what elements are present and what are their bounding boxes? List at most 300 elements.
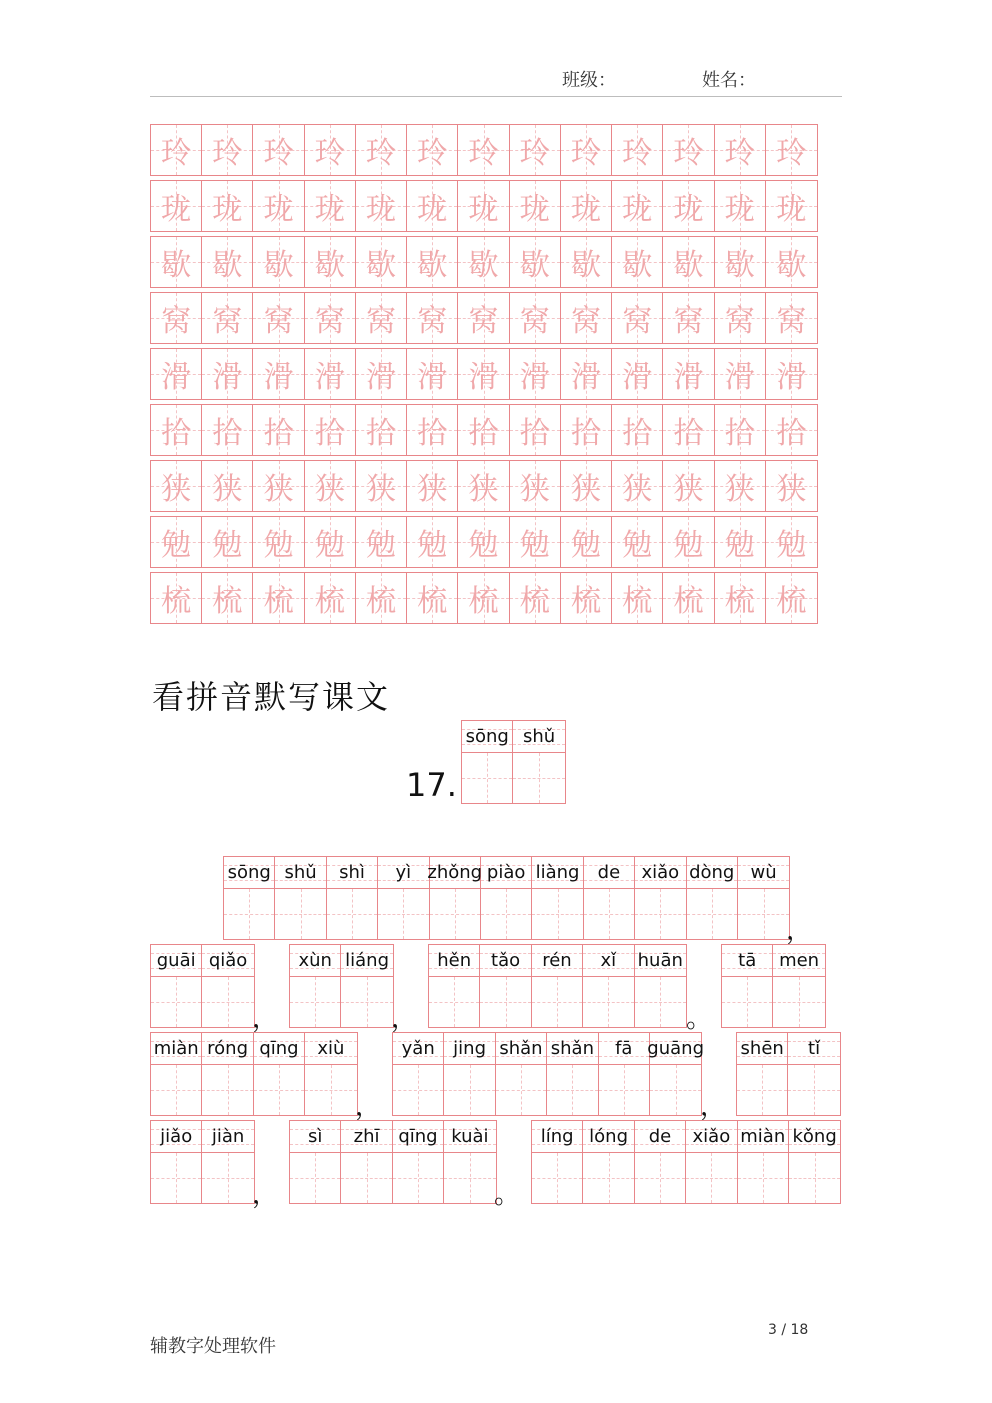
trace-character: 玲 bbox=[519, 136, 550, 171]
practice-cell[interactable] bbox=[305, 125, 356, 175]
writing-box[interactable] bbox=[151, 1153, 201, 1203]
practice-cell[interactable] bbox=[202, 405, 253, 455]
practice-cell[interactable] bbox=[202, 573, 253, 623]
practice-cell[interactable] bbox=[766, 461, 817, 511]
pinyin-text: tā bbox=[738, 950, 757, 971]
practice-cell[interactable] bbox=[510, 237, 561, 287]
practice-cell[interactable] bbox=[356, 181, 407, 231]
practice-cell[interactable] bbox=[766, 293, 817, 343]
practice-cell[interactable] bbox=[253, 237, 304, 287]
writing-box[interactable] bbox=[773, 977, 824, 1027]
practice-cell[interactable] bbox=[561, 461, 612, 511]
practice-cell[interactable] bbox=[663, 517, 714, 567]
pinyin-text: jing bbox=[453, 1038, 486, 1059]
practice-cell[interactable] bbox=[510, 573, 561, 623]
pinyin-cell bbox=[327, 857, 378, 939]
pinyin-guide bbox=[290, 945, 340, 977]
practice-cell[interactable] bbox=[253, 181, 304, 231]
practice-cell[interactable] bbox=[766, 405, 817, 455]
trace-character: 歇 bbox=[570, 248, 601, 283]
header-divider bbox=[150, 96, 842, 97]
practice-cell[interactable] bbox=[510, 517, 561, 567]
trace-character: 狭 bbox=[314, 472, 345, 507]
writing-box[interactable] bbox=[788, 1065, 839, 1115]
practice-cell[interactable] bbox=[253, 293, 304, 343]
practice-cell[interactable] bbox=[253, 461, 304, 511]
trace-character: 梳 bbox=[417, 584, 448, 619]
practice-cell[interactable] bbox=[663, 461, 714, 511]
practice-cell[interactable] bbox=[151, 517, 202, 567]
pinyin-cell bbox=[224, 857, 275, 939]
pinyin-guide bbox=[202, 1033, 252, 1065]
practice-cell[interactable] bbox=[305, 573, 356, 623]
trace-character: 窝 bbox=[417, 304, 448, 339]
writing-box[interactable] bbox=[305, 1065, 356, 1115]
writing-box[interactable] bbox=[202, 977, 253, 1027]
practice-cell[interactable] bbox=[561, 517, 612, 567]
trace-character: 玲 bbox=[212, 136, 243, 171]
practice-cell[interactable] bbox=[663, 573, 714, 623]
practice-row bbox=[150, 348, 818, 400]
practice-cell[interactable] bbox=[151, 573, 202, 623]
lesson-title-pinyin-box bbox=[461, 720, 566, 804]
writing-box[interactable] bbox=[737, 1065, 787, 1115]
pinyin-guide bbox=[547, 1033, 597, 1065]
trace-character: 狭 bbox=[622, 472, 653, 507]
pinyin-text: yì bbox=[395, 862, 412, 883]
practice-row bbox=[150, 236, 818, 288]
practice-cell[interactable] bbox=[202, 181, 253, 231]
practice-cell[interactable] bbox=[458, 349, 509, 399]
pinyin-text: lóng bbox=[589, 1126, 629, 1147]
pinyin-text: zhǒng bbox=[427, 862, 483, 883]
trace-character: 歇 bbox=[622, 248, 653, 283]
practice-cell[interactable] bbox=[356, 349, 407, 399]
practice-cell[interactable] bbox=[715, 349, 766, 399]
trace-character: 勉 bbox=[468, 528, 499, 563]
pinyin-guide bbox=[686, 1121, 736, 1153]
practice-cell[interactable] bbox=[510, 293, 561, 343]
practice-cell[interactable] bbox=[510, 405, 561, 455]
pinyin-cell bbox=[599, 1033, 650, 1115]
practice-cell[interactable] bbox=[663, 181, 714, 231]
trace-character: 滑 bbox=[263, 360, 294, 395]
pinyin-text: shēn bbox=[740, 1038, 784, 1059]
trace-character: 勉 bbox=[314, 528, 345, 563]
pinyin-guide bbox=[789, 1121, 840, 1153]
trace-character: 歇 bbox=[468, 248, 499, 283]
pinyin-cell bbox=[341, 1121, 392, 1203]
practice-cell[interactable] bbox=[612, 517, 663, 567]
practice-cell[interactable] bbox=[305, 405, 356, 455]
trace-character: 拾 bbox=[366, 416, 397, 451]
practice-cell[interactable] bbox=[458, 293, 509, 343]
pinyin-guide bbox=[202, 1121, 253, 1153]
practice-cell[interactable] bbox=[715, 461, 766, 511]
writing-box[interactable] bbox=[202, 1153, 253, 1203]
pinyin-guide bbox=[773, 945, 824, 977]
pinyin-text: kuài bbox=[451, 1126, 489, 1147]
trace-character: 珑 bbox=[417, 192, 448, 227]
trace-character: 窝 bbox=[263, 304, 294, 339]
punctuation-mark: 。 bbox=[686, 1004, 713, 1034]
pinyin-guide bbox=[788, 1033, 839, 1065]
practice-cell[interactable] bbox=[458, 573, 509, 623]
writing-box[interactable] bbox=[635, 889, 685, 939]
writing-box[interactable] bbox=[275, 889, 325, 939]
writing-box[interactable] bbox=[635, 1153, 685, 1203]
pinyin-cell bbox=[202, 1033, 253, 1115]
trace-character: 窝 bbox=[212, 304, 243, 339]
pinyin-text: yǎn bbox=[401, 1038, 435, 1059]
trace-character: 窝 bbox=[724, 304, 755, 339]
writing-box[interactable] bbox=[430, 889, 480, 939]
practice-cell[interactable] bbox=[663, 405, 714, 455]
practice-cell[interactable] bbox=[715, 181, 766, 231]
practice-cell[interactable] bbox=[356, 517, 407, 567]
practice-cell[interactable] bbox=[356, 461, 407, 511]
practice-cell[interactable] bbox=[510, 461, 561, 511]
trace-character: 狭 bbox=[468, 472, 499, 507]
practice-cell[interactable] bbox=[253, 405, 304, 455]
practice-cell[interactable] bbox=[561, 405, 612, 455]
practice-cell[interactable] bbox=[715, 573, 766, 623]
writing-box[interactable] bbox=[496, 1065, 546, 1115]
practice-cell[interactable] bbox=[356, 293, 407, 343]
pinyin-cell bbox=[275, 857, 326, 939]
writing-box[interactable] bbox=[290, 1153, 340, 1203]
trace-character: 珑 bbox=[468, 192, 499, 227]
writing-box[interactable] bbox=[444, 1153, 495, 1203]
writing-box[interactable] bbox=[547, 1065, 597, 1115]
practice-cell[interactable] bbox=[202, 349, 253, 399]
pinyin-text: sōng bbox=[227, 862, 271, 883]
writing-box[interactable] bbox=[393, 1065, 443, 1115]
writing-box[interactable] bbox=[151, 1065, 201, 1115]
practice-cell[interactable] bbox=[766, 237, 817, 287]
pinyin-cell bbox=[254, 1033, 305, 1115]
practice-cell[interactable] bbox=[151, 237, 202, 287]
writing-box[interactable] bbox=[738, 889, 789, 939]
practice-cell[interactable] bbox=[766, 573, 817, 623]
pinyin-guide bbox=[444, 1121, 495, 1153]
trace-character: 玲 bbox=[673, 136, 704, 171]
practice-cell[interactable] bbox=[202, 125, 253, 175]
writing-box[interactable] bbox=[393, 1153, 443, 1203]
practice-cell[interactable] bbox=[151, 293, 202, 343]
practice-cell[interactable] bbox=[407, 461, 458, 511]
practice-cell[interactable] bbox=[715, 517, 766, 567]
writing-box[interactable] bbox=[687, 889, 737, 939]
practice-cell[interactable] bbox=[356, 405, 407, 455]
practice-cell[interactable] bbox=[561, 125, 612, 175]
practice-cell[interactable] bbox=[407, 293, 458, 343]
trace-character: 勉 bbox=[724, 528, 755, 563]
writing-box[interactable] bbox=[480, 977, 530, 1027]
copy-practice-grid bbox=[150, 124, 818, 628]
practice-cell[interactable] bbox=[458, 517, 509, 567]
writing-box[interactable] bbox=[722, 977, 772, 1027]
writing-box[interactable] bbox=[584, 889, 634, 939]
writing-box[interactable] bbox=[481, 889, 531, 939]
practice-cell[interactable] bbox=[510, 349, 561, 399]
pinyin-word-group bbox=[721, 944, 826, 1028]
practice-cell[interactable] bbox=[510, 181, 561, 231]
practice-cell[interactable] bbox=[356, 573, 407, 623]
writing-box[interactable] bbox=[224, 889, 274, 939]
pinyin-cell bbox=[480, 945, 531, 1027]
practice-cell[interactable] bbox=[305, 293, 356, 343]
practice-cell[interactable] bbox=[458, 405, 509, 455]
trace-character: 勉 bbox=[417, 528, 448, 563]
pinyin-cell bbox=[737, 1033, 788, 1115]
trace-character: 歇 bbox=[212, 248, 243, 283]
practice-cell[interactable] bbox=[305, 181, 356, 231]
trace-character: 滑 bbox=[417, 360, 448, 395]
trace-character: 狭 bbox=[161, 472, 192, 507]
pinyin-word-group bbox=[223, 856, 790, 940]
trace-character: 拾 bbox=[263, 416, 294, 451]
trace-character: 窝 bbox=[776, 304, 807, 339]
writing-box[interactable] bbox=[378, 889, 428, 939]
practice-cell[interactable] bbox=[715, 405, 766, 455]
pinyin-guide bbox=[305, 1033, 356, 1065]
practice-cell[interactable] bbox=[612, 405, 663, 455]
writing-box[interactable] bbox=[327, 889, 377, 939]
practice-cell[interactable] bbox=[715, 293, 766, 343]
practice-cell[interactable] bbox=[612, 237, 663, 287]
trace-character: 珑 bbox=[519, 192, 550, 227]
practice-cell[interactable] bbox=[663, 349, 714, 399]
practice-cell[interactable] bbox=[253, 349, 304, 399]
practice-cell[interactable] bbox=[458, 461, 509, 511]
writing-box[interactable] bbox=[532, 889, 582, 939]
writing-box[interactable] bbox=[635, 977, 686, 1027]
trace-character: 珑 bbox=[673, 192, 704, 227]
pinyin-text: xùn bbox=[298, 950, 332, 971]
trace-character: 歇 bbox=[673, 248, 704, 283]
pinyin-word-group bbox=[392, 1032, 702, 1116]
writing-box[interactable] bbox=[532, 1153, 582, 1203]
practice-cell[interactable] bbox=[407, 237, 458, 287]
trace-character: 勉 bbox=[212, 528, 243, 563]
practice-cell[interactable] bbox=[766, 181, 817, 231]
punctuation-mark: ， bbox=[700, 1092, 727, 1122]
practice-cell[interactable] bbox=[766, 125, 817, 175]
practice-cell[interactable] bbox=[561, 349, 612, 399]
pinyin-cell bbox=[583, 1121, 634, 1203]
pinyin-cell bbox=[722, 945, 773, 1027]
pinyin-cell bbox=[378, 857, 429, 939]
pinyin-text: xiǎo bbox=[692, 1126, 731, 1147]
practice-cell[interactable] bbox=[151, 405, 202, 455]
practice-cell[interactable] bbox=[356, 125, 407, 175]
pinyin-text: guāi bbox=[156, 950, 196, 971]
pinyin-guide bbox=[224, 857, 274, 889]
writing-box[interactable] bbox=[650, 1065, 701, 1115]
pinyin-guide bbox=[737, 1033, 787, 1065]
pinyin-guide bbox=[393, 1033, 443, 1065]
pinyin-cell bbox=[481, 857, 532, 939]
writing-box[interactable] bbox=[151, 977, 201, 1027]
trace-character: 珑 bbox=[161, 192, 192, 227]
trace-character: 勉 bbox=[519, 528, 550, 563]
writing-box[interactable] bbox=[738, 1153, 788, 1203]
practice-cell[interactable] bbox=[715, 125, 766, 175]
practice-cell[interactable] bbox=[407, 517, 458, 567]
practice-cell[interactable] bbox=[407, 349, 458, 399]
pinyin-cell bbox=[462, 721, 513, 803]
writing-box[interactable] bbox=[583, 977, 633, 1027]
practice-cell[interactable] bbox=[561, 237, 612, 287]
practice-cell[interactable] bbox=[151, 461, 202, 511]
pinyin-text: dòng bbox=[689, 862, 735, 883]
pinyin-text: xiù bbox=[317, 1038, 345, 1059]
practice-cell[interactable] bbox=[612, 293, 663, 343]
practice-cell[interactable] bbox=[407, 181, 458, 231]
pinyin-guide bbox=[532, 857, 582, 889]
writing-box[interactable] bbox=[599, 1065, 649, 1115]
practice-cell[interactable] bbox=[305, 461, 356, 511]
pinyin-cell bbox=[584, 857, 635, 939]
trace-character: 梳 bbox=[212, 584, 243, 619]
practice-cell[interactable] bbox=[202, 237, 253, 287]
writing-box[interactable] bbox=[341, 977, 392, 1027]
practice-cell[interactable] bbox=[766, 349, 817, 399]
practice-cell[interactable] bbox=[202, 517, 253, 567]
trace-character: 滑 bbox=[314, 360, 345, 395]
writing-box[interactable] bbox=[444, 1065, 494, 1115]
practice-cell[interactable] bbox=[458, 237, 509, 287]
practice-row bbox=[150, 404, 818, 456]
trace-character: 窝 bbox=[570, 304, 601, 339]
pinyin-cell bbox=[305, 1033, 356, 1115]
trace-character: 拾 bbox=[468, 416, 499, 451]
practice-row bbox=[150, 292, 818, 344]
pinyin-text: de bbox=[648, 1126, 672, 1147]
practice-cell[interactable] bbox=[561, 293, 612, 343]
practice-cell[interactable] bbox=[458, 181, 509, 231]
writing-box[interactable] bbox=[202, 1065, 252, 1115]
trace-character: 歇 bbox=[519, 248, 550, 283]
pinyin-cell bbox=[429, 945, 480, 1027]
trace-character: 窝 bbox=[314, 304, 345, 339]
practice-cell[interactable] bbox=[253, 517, 304, 567]
writing-box[interactable] bbox=[686, 1153, 736, 1203]
pinyin-guide bbox=[462, 721, 512, 753]
trace-character: 玲 bbox=[724, 136, 755, 171]
practice-cell[interactable] bbox=[561, 181, 612, 231]
pinyin-text: xǐ bbox=[600, 950, 617, 971]
pinyin-text: líng bbox=[540, 1126, 574, 1147]
practice-cell[interactable] bbox=[663, 125, 714, 175]
writing-box[interactable] bbox=[429, 977, 479, 1027]
trace-character: 梳 bbox=[519, 584, 550, 619]
practice-cell[interactable] bbox=[305, 237, 356, 287]
trace-character: 珑 bbox=[212, 192, 243, 227]
trace-character: 狭 bbox=[263, 472, 294, 507]
pinyin-guide bbox=[722, 945, 772, 977]
practice-cell[interactable] bbox=[663, 293, 714, 343]
punctuation-mark: ， bbox=[252, 1004, 279, 1034]
trace-character: 玲 bbox=[417, 136, 448, 171]
practice-cell[interactable] bbox=[253, 125, 304, 175]
practice-cell[interactable] bbox=[715, 237, 766, 287]
practice-cell[interactable] bbox=[407, 573, 458, 623]
punctuation-mark: ， bbox=[391, 1004, 418, 1034]
trace-character: 梳 bbox=[570, 584, 601, 619]
practice-cell[interactable] bbox=[458, 125, 509, 175]
practice-cell[interactable] bbox=[612, 125, 663, 175]
trace-character: 狭 bbox=[570, 472, 601, 507]
pinyin-cell bbox=[532, 857, 583, 939]
practice-cell[interactable] bbox=[510, 125, 561, 175]
trace-character: 拾 bbox=[314, 416, 345, 451]
pinyin-text: shǎn bbox=[499, 1038, 543, 1059]
writing-box[interactable] bbox=[583, 1153, 633, 1203]
practice-cell[interactable] bbox=[663, 237, 714, 287]
practice-cell[interactable] bbox=[407, 125, 458, 175]
practice-cell[interactable] bbox=[407, 405, 458, 455]
writing-box[interactable] bbox=[462, 753, 512, 803]
practice-cell[interactable] bbox=[612, 461, 663, 511]
trace-character: 勉 bbox=[366, 528, 397, 563]
practice-cell[interactable] bbox=[151, 349, 202, 399]
trace-character: 玲 bbox=[622, 136, 653, 171]
trace-character: 玲 bbox=[468, 136, 499, 171]
practice-cell[interactable] bbox=[253, 573, 304, 623]
trace-character: 狭 bbox=[673, 472, 704, 507]
writing-box[interactable] bbox=[789, 1153, 840, 1203]
practice-cell[interactable] bbox=[151, 125, 202, 175]
pinyin-word-group bbox=[736, 1032, 841, 1116]
writing-box[interactable] bbox=[532, 977, 582, 1027]
trace-character: 狭 bbox=[519, 472, 550, 507]
pinyin-text: piào bbox=[486, 862, 526, 883]
practice-cell[interactable] bbox=[202, 293, 253, 343]
practice-cell[interactable] bbox=[612, 349, 663, 399]
writing-box[interactable] bbox=[341, 1153, 391, 1203]
practice-cell[interactable] bbox=[612, 573, 663, 623]
practice-cell[interactable] bbox=[202, 461, 253, 511]
page-number: 3 / 18 bbox=[768, 1322, 809, 1338]
trace-character: 歇 bbox=[724, 248, 755, 283]
pinyin-guide bbox=[584, 857, 634, 889]
trace-character: 滑 bbox=[468, 360, 499, 395]
trace-character: 狭 bbox=[724, 472, 755, 507]
trace-character: 滑 bbox=[570, 360, 601, 395]
writing-box[interactable] bbox=[513, 753, 564, 803]
practice-cell[interactable] bbox=[561, 573, 612, 623]
trace-character: 梳 bbox=[673, 584, 704, 619]
practice-cell[interactable] bbox=[151, 181, 202, 231]
pinyin-guide bbox=[327, 857, 377, 889]
practice-cell[interactable] bbox=[305, 517, 356, 567]
practice-cell[interactable] bbox=[766, 517, 817, 567]
trace-character: 歇 bbox=[314, 248, 345, 283]
pinyin-text: men bbox=[779, 950, 820, 971]
writing-box[interactable] bbox=[254, 1065, 304, 1115]
practice-cell[interactable] bbox=[356, 237, 407, 287]
pinyin-cell bbox=[788, 1033, 839, 1115]
trace-character: 歇 bbox=[263, 248, 294, 283]
practice-cell[interactable] bbox=[305, 349, 356, 399]
writing-box[interactable] bbox=[290, 977, 340, 1027]
lesson-number: 17. bbox=[406, 766, 457, 804]
pinyin-text: sì bbox=[308, 1126, 323, 1147]
pinyin-guide bbox=[738, 857, 789, 889]
practice-cell[interactable] bbox=[612, 181, 663, 231]
